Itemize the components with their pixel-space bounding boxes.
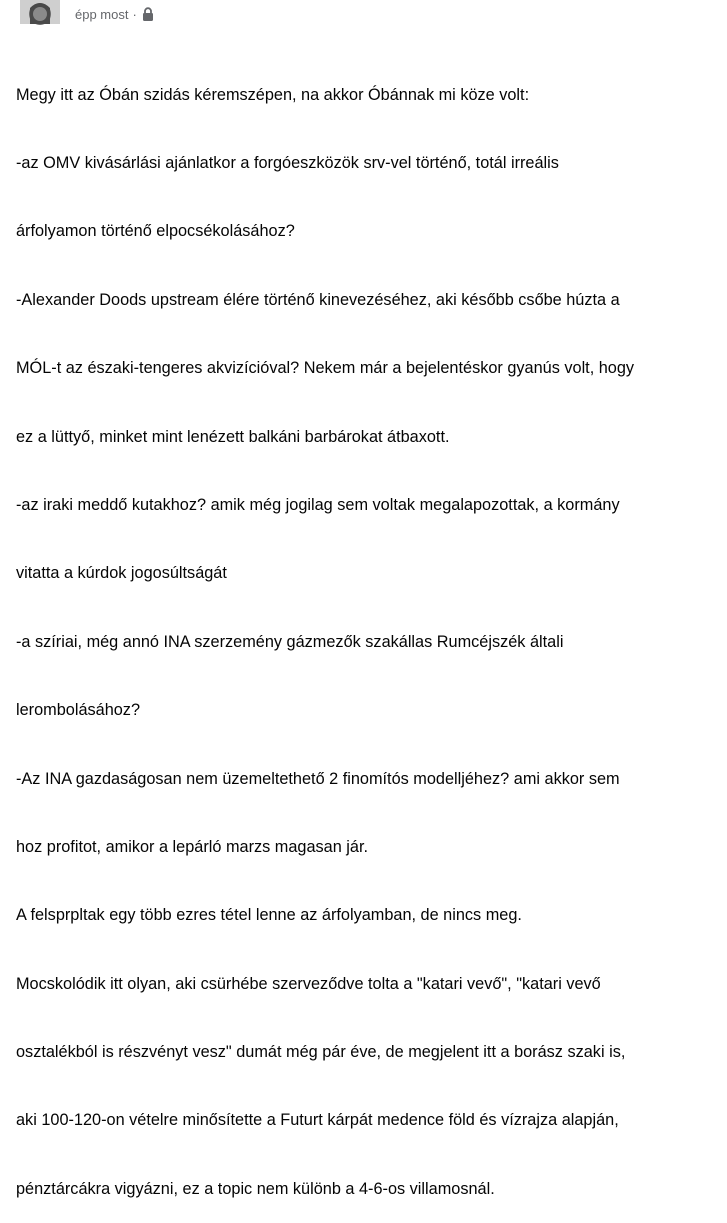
post-text-line: -az iraki meddő kutakhoz? amik még jogilag sem voltak megalapozottak, a kormány: [16, 495, 620, 514]
post-text-line: -a szíriai, még annó INA szerzemény gázmezők szakállas Rumcéjszék általi: [16, 632, 564, 651]
post-text-line: -Az INA gazdaságosan nem üzemeltethető 2 finomítós modelljéhez? ami akkor sem: [16, 769, 620, 788]
post-meta: [75, 5, 154, 23]
post-text-line: Megy itt az Óbán szidás kéremszépen, na akkor Óbánnak mi köze volt:: [16, 85, 530, 104]
post-text-line: vitatta a kúrdok jogosúltságát: [16, 564, 227, 583]
profile-photo-icon: [20, 0, 60, 24]
post-text-line: osztalékból is részvényt vesz" dumát még pár éve, de megjelent itt a borász szaki is,: [16, 1043, 626, 1062]
post-text-line: árfolyamon történő elpocsékolásához?: [16, 222, 295, 241]
post-text-line: -Alexander Doods upstream élére történő kinevezéséhez, aki később csőbe húzta a: [16, 290, 620, 309]
lock-icon[interactable]: [142, 7, 154, 21]
post-text-line: pénztárcákra vigyázni, ez a topic nem különb a 4-6-os villamosnál.: [16, 1179, 495, 1198]
post-header: [0, 0, 727, 34]
avatar[interactable]: [20, 0, 60, 24]
post-text-line: ez a lüttyő, minket mint lenézett balkáni barbárokat átbaxott.: [16, 427, 450, 446]
post-text-line: MÓL-t az északi-tengeres akvizícióval? Nekem már a bejelentéskor gyanús volt, hogy: [16, 359, 635, 378]
more-options-icon: [696, 0, 716, 1]
post-text-line: aki 100-120-on vételre minősítette a Futurt kárpát medence föld és vízrajza alapján,: [16, 1111, 619, 1130]
post-text: [16, 38, 716, 1223]
post-text-line: -az OMV kivásárlási ajánlatkor a forgóeszközök srv-vel történő, totál irreális: [16, 153, 559, 172]
more-options-button[interactable]: [693, 0, 719, 6]
post-timestamp[interactable]: épp most: [75, 6, 129, 22]
post-text-line: A felsprpltak egy több ezres tétel lenne az árfolyamban, de nincs meg.: [16, 906, 522, 925]
post-text-line: lerombolásához?: [16, 701, 140, 720]
post-text-line: Mocskolódik itt olyan, aki csürhébe szerveződve tolta a "katari vevő", "katari vevő: [16, 974, 601, 993]
meta-separator: ·: [132, 6, 137, 22]
post-text-line: hoz profitot, amikor a lepárló marzs magasan jár.: [16, 837, 369, 856]
